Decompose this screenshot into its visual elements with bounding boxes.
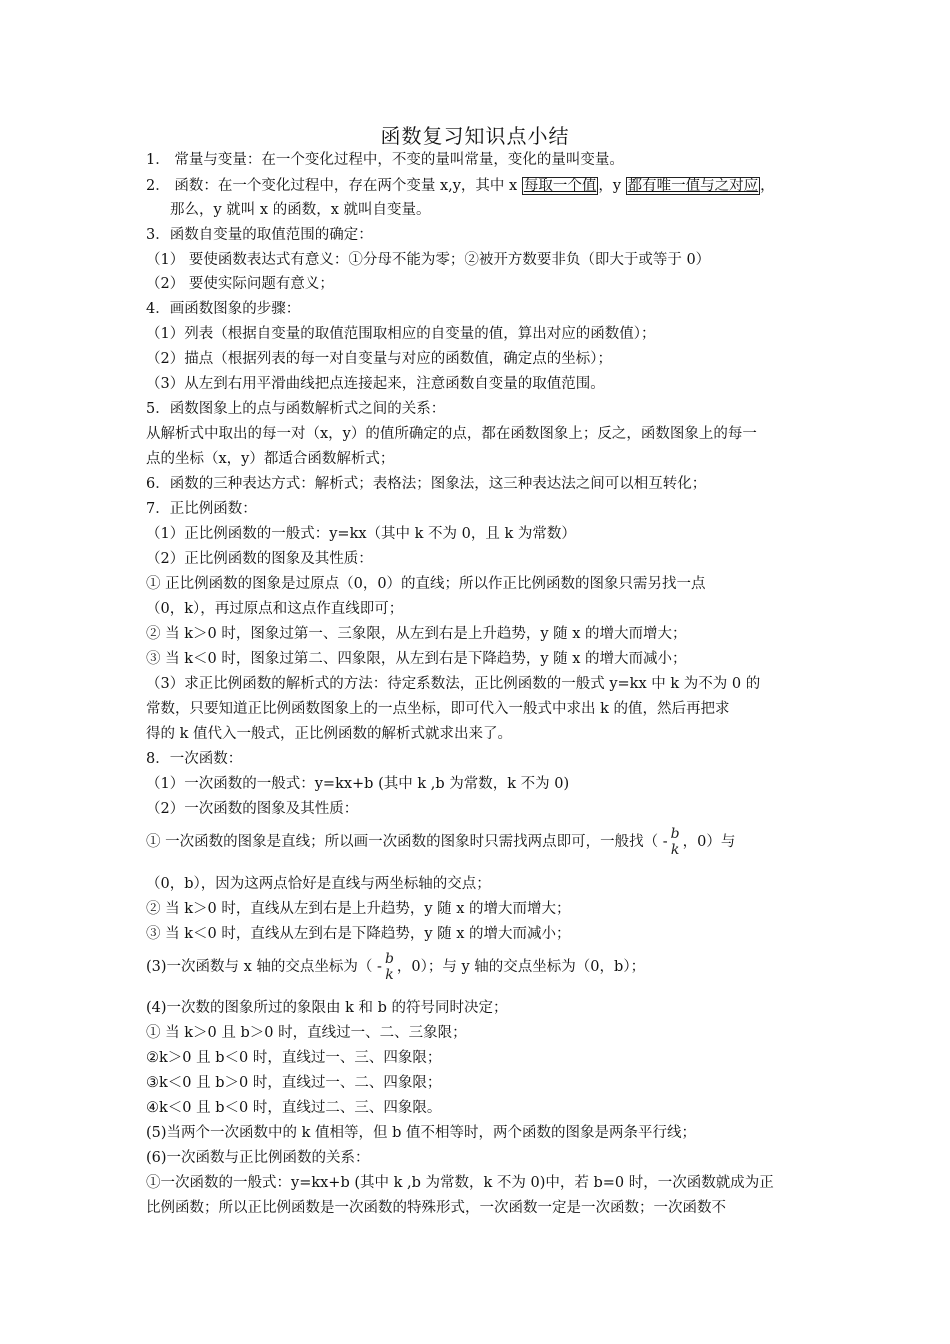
text-line: （2）一次函数的图象及其性质：	[146, 801, 359, 817]
text-line: 比例函数；所以正比例函数是一次函数的特殊形式，一次函数一定是一次函数；一次函数不	[146, 1200, 726, 1216]
text-segment: ，	[760, 178, 775, 194]
boxed-text: 都有唯一值与之对应	[627, 178, 759, 194]
text-line: ① 当 k＞0 且 b＞0 时，直线过一、二、三象限；	[146, 1025, 467, 1041]
page-title: 函数复习知识点小结	[380, 124, 570, 148]
text-line: （1）列表（根据自变量的取值范围取相应的自变量的值，算出对应的函数值）；	[146, 326, 656, 342]
text-line: （3）从左到右用平滑曲线把点连接起来，注意函数自变量的取值范围。	[146, 376, 605, 392]
text-line: (6)一次函数与正比例函数的关系：	[146, 1150, 370, 1166]
fraction-denominator: k	[670, 842, 680, 858]
text-line: 5．函数图象上的点与函数解析式之间的关系：	[146, 401, 446, 417]
text-line: （0，k），再过原点和这点作直线即可；	[146, 601, 404, 617]
text-line: 3．函数自变量的取值范围的确定：	[146, 227, 373, 243]
text-line: ①一次函数的一般式：y=kx+b (其中 k ,b 为常数，k 不为 0)中，若 b=0 时，一次函数就成为正	[146, 1175, 774, 1191]
text-segment: 2． 函数：在一个变化过程中，存在两个变量 x,y，其中 x	[146, 178, 518, 194]
text-segment: (3)一次函数与 x 轴的交点坐标为（ -	[146, 959, 382, 975]
fraction-denominator: k	[385, 967, 394, 983]
fraction-numerator: b	[384, 951, 394, 967]
text-line	[146, 174, 814, 198]
text-line: （2） 要使实际问题有意义；	[146, 276, 334, 292]
text-line: ② 当 k＞0 时，图象过第一、三象限，从左到右是上升趋势，y 随 x 的增大而增大；	[146, 626, 687, 642]
text-segment: ，y	[598, 178, 622, 194]
text-line: 从解析式中取出的每一对（x，y）的值所确定的点，都在函数图象上；反之，函数图象上的每一	[146, 426, 757, 442]
text-line: （3）求正比例函数的解析式的方法：待定系数法，正比例函数的一般式 y=kx 中 k 为不为 0 的	[146, 676, 761, 692]
text-line: （1） 要使函数表达式有意义：①分母不能为零；②被开方数要非负（即大于或等于 0）	[146, 252, 711, 268]
text-line	[146, 822, 814, 862]
text-line: （2）描点（根据列表的每一对自变量与对应的函数值，确定点的坐标）；	[146, 351, 612, 367]
fraction-b-over-k	[385, 951, 394, 983]
text-line: ① 正比例函数的图象是过原点（0，0）的直线；所以作正比例函数的图象只需另找一点	[146, 576, 706, 592]
text-line: ②k＞0 且 b＜0 时，直线过一、三、四象限；	[146, 1050, 442, 1066]
boxed-text: 每取一个值	[523, 178, 597, 194]
text-line: ③ 当 k＜0 时，图象过第二、四象限，从左到右是下降趋势，y 随 x 的增大而减小；	[146, 651, 687, 667]
text-line: ② 当 k＞0 时，直线从左到右是上升趋势，y 随 x 的增大而增大；	[146, 901, 571, 917]
text-line: 7．正比例函数：	[146, 501, 257, 517]
text-line: 常数，只要知道正比例函数图象上的一点坐标，即可代入一般式中求出 k 的值，然后再把求	[146, 701, 730, 717]
text-line: ③k＜0 且 b＞0 时，直线过一、二、四象限；	[146, 1075, 442, 1091]
text-line: （1）正比例函数的一般式：y=kx（其中 k 不为 0，且 k 为常数）	[146, 526, 576, 542]
text-line: 点的坐标（x，y）都适合函数解析式；	[146, 451, 395, 467]
text-line: （1）一次函数的一般式：y=kx+b (其中 k ,b 为常数，k 不为 0)	[146, 776, 570, 792]
fraction-numerator: b	[670, 826, 680, 842]
fraction-b-over-k	[671, 826, 680, 858]
text-line: 1． 常量与变量：在一个变化过程中，不变的量叫常量，变化的量叫变量。	[146, 152, 624, 168]
text-line: （0，b），因为这两点恰好是直线与两坐标轴的交点；	[146, 876, 491, 892]
text-line: (4)一次数的图象所过的象限由 k 和 b 的符号同时决定；	[146, 1000, 508, 1016]
text-line	[146, 947, 814, 987]
text-segment: ，0）与	[682, 834, 736, 850]
text-line: 4．画函数图象的步骤：	[146, 301, 301, 317]
text-line: （2）正比例函数的图象及其性质：	[146, 551, 373, 567]
text-line: 得的 k 值代入一般式，正比例函数的解析式就求出来了。	[146, 726, 513, 742]
text-line: 8．一次函数：	[146, 751, 243, 767]
text-line: (5)当两个一次函数中的 k 值相等，但 b 值不相等时，两个函数的图象是两条平行线；	[146, 1125, 697, 1141]
text-line: ③ 当 k＜0 时，直线从左到右是下降趋势，y 随 x 的增大而减小；	[146, 926, 571, 942]
text-segment: ① 一次函数的图象是直线；所以画一次函数的图象时只需找两点即可，一般找（ -	[146, 834, 668, 850]
text-line: 那么，y 就叫 x 的函数，x 就叫自变量。	[170, 202, 431, 218]
text-line: ④k＜0 且 b＜0 时，直线过二、三、四象限。	[146, 1100, 442, 1116]
text-line: 6．函数的三种表达方式：解析式；表格法；图象法，这三种表达法之间可以相互转化；	[146, 476, 707, 492]
text-segment: ，0）；与 y 轴的交点坐标为（0，b）；	[396, 959, 646, 975]
